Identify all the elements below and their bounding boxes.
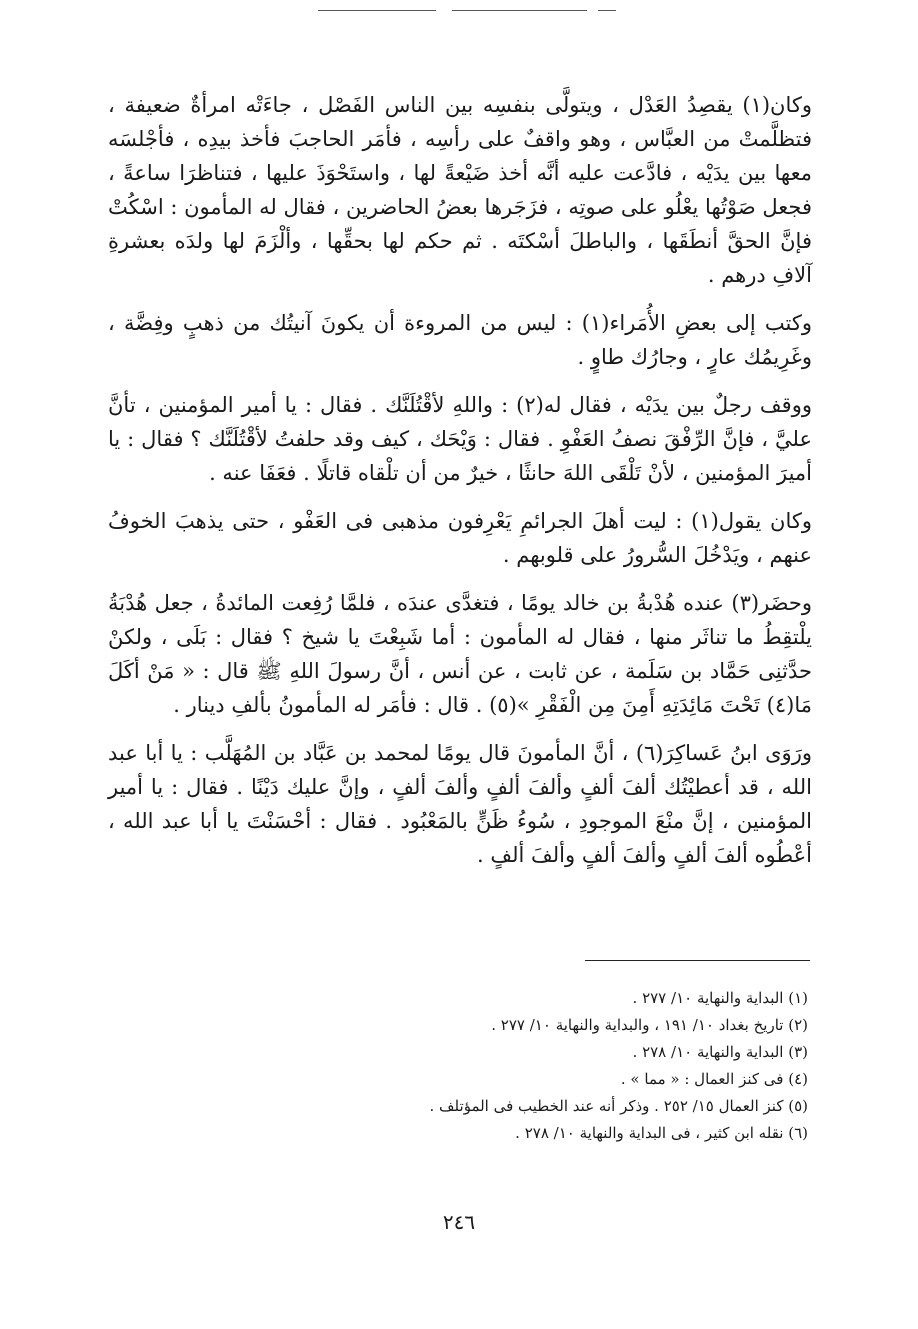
main-text: [108, 88, 812, 886]
paragraph-letter-to-governor: وكتب إلى بعضِ الأُمَراء(١) : ليس من المروءة أن يكونَ آنيتُك من ذهبٍ وفِضَّة ، وغَرِيمُك عارٍ ، وجارُك طاوٍ .: [108, 311, 813, 369]
footnote-3: (٣) البداية والنهاية ١٠/ ٢٧٨ .: [632, 1043, 808, 1061]
paragraph-hudba-story: وحضَر(٣) عنده هُدْبةُ بن خالد يومًا ، فتغدَّى عندَه ، فلمَّا رُفِعت المائدةُ ، جعل هُدْبَةُ يلْتقِطُ ما تناثَر منها ، فقال له المأمون : أما شَبِعْتَ يا شيخ ؟ فقال : بَلَى ، ولكنْ حدَّثنِى حَمَّاد بن سَلَمة ، عن ثابت ، عن أنس ، أنَّ رسولَ اللهِ ﷺ قال : « مَنْ أكَلَ مَا(٤) تَحْتَ مَائِدَتِهِ أَمِنَ مِن الْفَقْرِ »(٥) . قال : فأمَر له المأمونُ بألفِ دينار .: [108, 591, 812, 717]
footnote-separator: [585, 960, 810, 961]
paragraph-pardon-saying: وكان يقول(١) : ليت أهلَ الجرائمِ يَعْرِفون مذهبى فى العَفْو ، حتى يذهبَ الخوفُ عنهم ، ويَدْخُلَ السُّرورُ على قلوبهم .: [108, 509, 813, 567]
footnotes: [200, 985, 808, 1147]
footnote-1: (١) البداية والنهاية ١٠/ ٢٧٧ .: [632, 989, 808, 1007]
footnote-6: (٦) نقله ابن كثير ، فى البداية والنهاية ١٠/ ٢٧٨ .: [515, 1124, 808, 1142]
top-rule-right: [598, 10, 616, 11]
footnote-4: (٤) فى كنز العمال : « مما » .: [620, 1070, 808, 1088]
footnote-2: (٢) تاريخ بغداد ١٠/ ١٩١ ، والبداية والنهاية ١٠/ ٢٧٧ .: [491, 1016, 808, 1034]
top-rule-middle: [452, 10, 587, 11]
paragraph-ibn-asakir-story: ورَوَى ابنُ عَساكِرَ(٦) ، أنَّ المأمونَ قال يومًا لمحمد بن عَبَّاد بن المُهَلَّب : يا أبا عبد الله ، قد أعطيْتُك ألفَ ألفٍ وألفَ ألفٍ وألفَ ألفٍ ، وإنَّ عليك دَيْنًا . فقال : يا أمير المؤمنين ، إنَّ منْعَ الموجودِ ، سُوءُ ظَنٍّ بالمَعْبُود . فقال : أحْسَنْتَ يا أبا عبد الله ، أعْطُوه ألفَ ألفٍ وألفَ ألفٍ وألفَ ألفٍ .: [108, 741, 812, 867]
paragraph-justice: وكان(١) يقصِدُ العَدْل ، ويتولَّى بنفسِه بين الناس الفَصْل ، جاءَتْه امرأةٌ ضعيفة ، فتظلَّمتْ من العبَّاس ، وهو واقفٌ على رأسِه ، فأمَر الحاجبَ فأخذ بيدِه ، فأجْلسَه معها بين يدَيْه ، فادَّعت عليه أنَّه أخذ ضَيْعةً لها ، واستَحْوَذَ عليها ، فتناظرَا ساعةً ، فجعل صَوْتُها يعْلُو على صوتِه ، فزَجَرها بعضُ الحاضرين ، فقال له المأمون : اسْكُتْ فإنَّ الحقَّ أنطَقَها ، والباطلَ أسْكتَه . ثم حكم لها بحقِّها ، وألْزَمَ لها ولدَه بعشرةِ آلافِ درهم .: [108, 93, 812, 287]
footnote-5: (٥) كنز العمال ١٥/ ٢٥٢ . وذكر أنه عند الخطيب فى المؤتلف .: [429, 1097, 808, 1115]
page-number: ٢٤٦: [442, 1210, 476, 1234]
top-rule-left: [318, 10, 436, 11]
paragraph-forgiveness-oath: ووقف رجلٌ بين يدَيْه ، فقال له(٢) : واللهِ لأقْتُلَنَّك . فقال : يا أمير المؤمنين ، تأنَّ عليَّ ، فإنَّ الرِّفْقَ نصفُ العَفْوِ . فقال : وَيْحَك ، كيف وقد حلفتُ لأقْتُلَنَّك ؟ فقال : يا أميرَ المؤمنين ، لأنْ تَلْقَى اللهَ حانثًا ، خيرٌ من أن تلْقاه قاتلًا . فعَفَا عنه .: [108, 393, 812, 485]
